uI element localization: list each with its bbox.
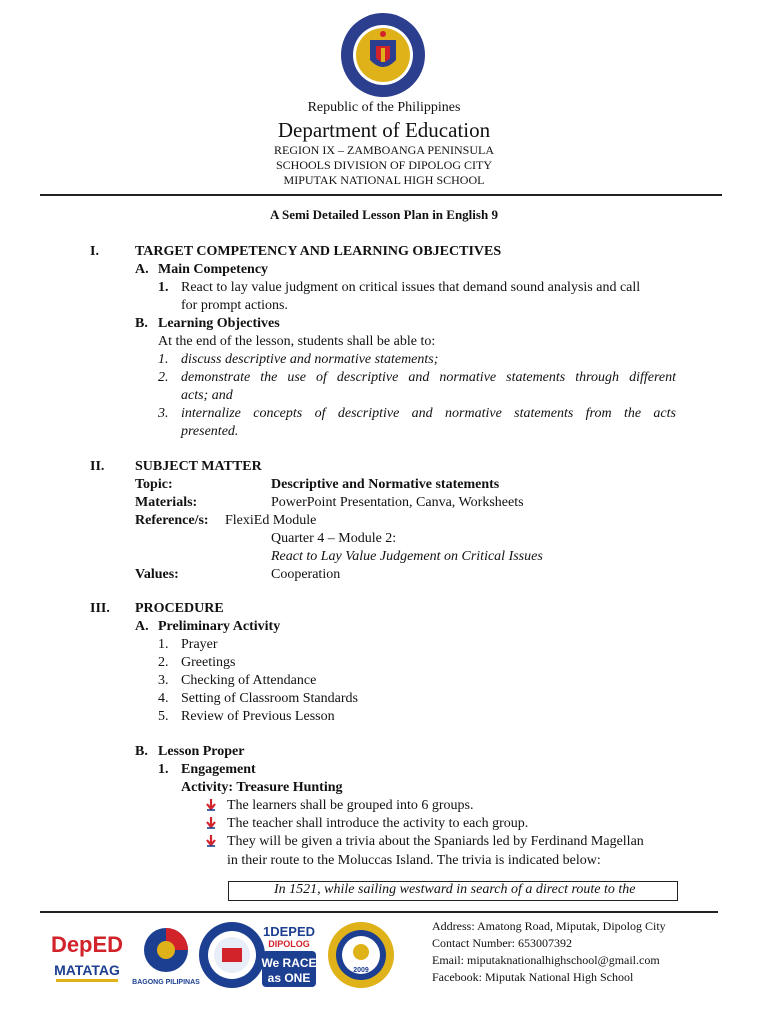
activity-title: Activity: Treasure Hunting [181,780,343,795]
prelim-item-number: 4. [158,691,169,706]
section-iii-a-label: A. [135,619,149,634]
engagement-bullet: They will be given a trivia about the Spaniards led by Ferdinand Magellan [227,834,644,849]
objective-2-number: 2. [158,370,169,385]
prelim-item-number: 3. [158,673,169,688]
learning-objectives-title: Learning Objectives [158,316,280,331]
objectives-intro: At the end of the lesson, students shall be able to: [158,334,436,349]
engagement-bullet: The teacher shall introduce the activity to each group. [227,816,529,831]
bagong-pilipinas-logo [128,920,204,990]
objective-1-text: discuss descriptive and normative statements; [181,352,439,367]
footer-email: Email: miputaknationalhighschool@gmail.com [432,953,660,967]
main-competency-title: Main Competency [158,262,269,277]
section-ii-number: II. [90,459,105,474]
arrow-bullet-icon [204,798,218,812]
prelim-item-text: Setting of Classroom Standards [181,691,358,706]
competency-number: 1. [158,280,169,295]
prelim-item-text: Greetings [181,655,236,670]
prelim-item-number: 5. [158,709,169,724]
we-race-text: We RACE [261,956,317,970]
footer-facebook: Facebook: Miputak National High School [432,970,634,984]
section-i-heading: TARGET COMPETENCY AND LEARNING OBJECTIVES [135,244,502,259]
arrow-bullet-icon [204,834,218,848]
topic-value: Descriptive and Normative statements [271,477,500,492]
arrow-bullet-icon [204,816,218,830]
deped-seal-logo [340,12,426,98]
matatag-logo-text: MATATAG [54,962,120,978]
objective-3-line-1: internalize concepts of descriptive and normative statements from the acts [181,406,676,421]
footer-contact: Contact Number: 653007392 [432,936,572,950]
prelim-item-number: 1. [158,637,169,652]
deped-logo-text: DepED [50,932,124,957]
section-iii-b-label: B. [135,744,148,759]
objective-3-number: 3. [158,406,169,421]
values-value: Cooperation [271,567,341,582]
competency-line-1: React to lay value judgment on critical issues that demand sound analysis and call [181,280,641,295]
bagong-pilipinas-caption: BAGONG PILIPINAS [132,979,200,986]
school-line: MIPUTAK NATIONAL HIGH SCHOOL [283,173,485,187]
competency-line-2: for prompt actions. [181,298,288,313]
engagement-bullet: The learners shall be grouped into 6 groups. [227,798,474,813]
values-label: Values: [135,567,179,582]
as-one-text: as ONE [267,971,311,985]
reference-label: Reference/s: [135,513,209,528]
objective-2-line-1: demonstrate the use of descriptive and normative statements through different [181,370,676,385]
section-i-a-label: A. [135,262,149,277]
engagement-bullet-continuation: in their route to the Moluccas Island. The trivia is indicated below: [227,853,601,868]
objective-1-number: 1. [158,352,169,367]
department-title: Department of Education [277,118,491,142]
lesson-proper-title: Lesson Proper [158,744,245,759]
region-line: REGION IX – ZAMBOANGA PENINSULA [274,143,494,157]
prelim-item-text: Review of Previous Lesson [181,709,335,724]
dipolog-text: DIPOLOG [268,939,310,949]
footer-divider [40,911,718,913]
objective-2-line-2: acts; and [181,388,233,403]
section-i-number: I. [90,244,99,259]
deped-matatag-logo [48,920,126,990]
division-line: SCHOOLS DIVISION OF DIPOLOG CITY [275,158,492,172]
trivia-text: In 1521, while sailing westward in search of a direct route to the [274,882,636,897]
preliminary-activity-title: Preliminary Activity [158,619,281,634]
deped-dipolog-logo [258,920,320,990]
topic-label: Topic: [135,477,173,492]
school-seal-logo [326,920,396,990]
lesson-plan-title: A Semi Detailed Lesson Plan in English 9 [270,207,498,222]
prelim-item-text: Prayer [181,637,218,652]
section-i-b-label: B. [135,316,148,331]
prelim-item-text: Checking of Attendance [181,673,317,688]
republic-line: Republic of the Philippines [307,100,461,115]
reference-line-1: FlexiEd Module [225,513,317,528]
prelim-item-number: 2. [158,655,169,670]
deped-dipolog-text: 1DEPED [262,924,316,939]
engagement-title: Engagement [181,762,256,777]
reference-line-3: React to Lay Value Judgement on Critical Issues [271,549,543,564]
school-seal-year: 2009 [353,967,369,974]
objective-3-line-2: presented. [181,424,239,439]
engagement-number: 1. [158,762,169,777]
section-ii-heading: SUBJECT MATTER [135,459,262,474]
materials-label: Materials: [135,495,198,510]
section-iii-heading: PROCEDURE [135,601,224,616]
header-divider [40,194,722,196]
reference-line-2: Quarter 4 – Module 2: [271,531,397,546]
section-iii-number: III. [90,601,110,616]
materials-value: PowerPoint Presentation, Canva, Worksheets [271,495,524,510]
footer-address: Address: Amatong Road, Miputak, Dipolog City [432,919,666,933]
